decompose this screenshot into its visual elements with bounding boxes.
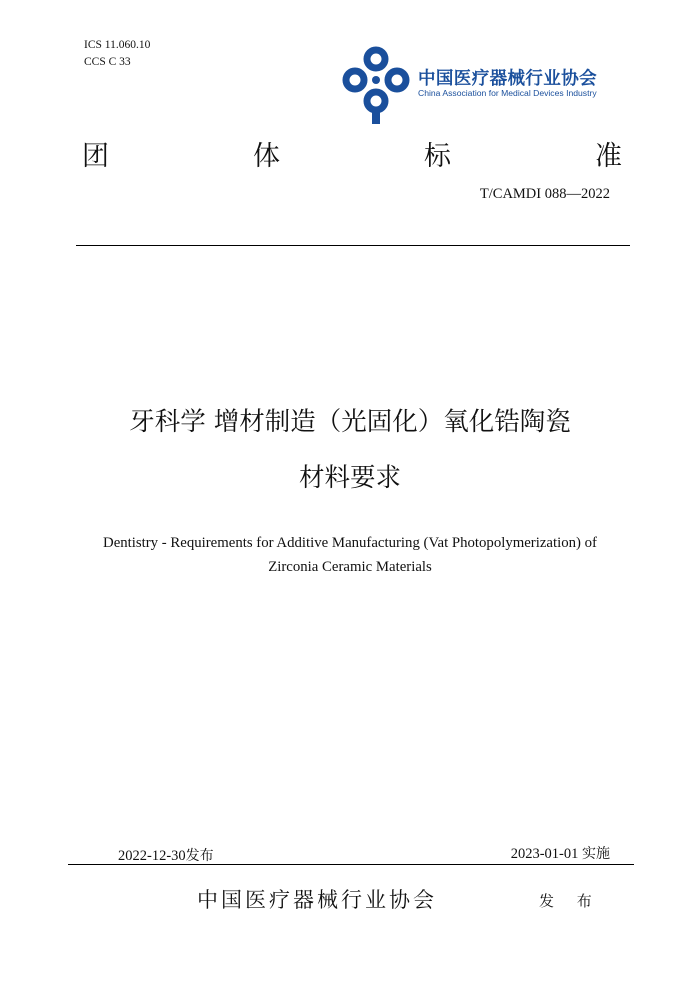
implement-date-value: 2023-01-01 xyxy=(510,846,579,862)
ccs-code: CCS C 33 xyxy=(84,56,131,68)
publisher-name: 中国医疗器械行业协会 xyxy=(197,888,437,912)
footer-divider xyxy=(68,864,634,865)
publish-date-label: 发布 xyxy=(185,848,214,864)
publish-word: 发 布 xyxy=(539,892,601,910)
title-en xyxy=(40,531,660,579)
standard-type-char: 体 xyxy=(253,141,280,172)
title-cn-line-1: 牙科学 增材制造（光固化）氧化锆陶瓷 xyxy=(129,407,571,437)
implement-date xyxy=(511,843,610,863)
organization-name-en: China Association for Medical Devices Industry xyxy=(418,88,597,98)
title-en-line-2: Zirconia Ceramic Materials xyxy=(268,559,432,575)
publish-date xyxy=(118,845,214,865)
ics-code: ICS 11.060.10 xyxy=(84,39,151,51)
title-en-line-1: Dentistry - Requirements for Additive Manufacturing (Vat Photopolymerization) of xyxy=(103,535,597,551)
header-divider xyxy=(76,245,630,246)
standard-type-char: 准 xyxy=(595,141,622,172)
classification-codes xyxy=(84,37,150,71)
standard-type-heading xyxy=(82,134,622,173)
standard-number: T/CAMDI 088—2022 xyxy=(479,186,610,202)
title-cn-line-2: 材料要求 xyxy=(298,463,401,493)
standard-type-char: 标 xyxy=(424,141,451,172)
interlocking-rings-logo-icon xyxy=(340,44,412,126)
publish-date-value: 2022-12-30 xyxy=(118,848,186,864)
organization-name-cn: 中国医疗器械行业协会 xyxy=(418,69,597,89)
standard-type-char: 团 xyxy=(82,141,109,172)
implement-date-label: 实施 xyxy=(582,846,610,862)
